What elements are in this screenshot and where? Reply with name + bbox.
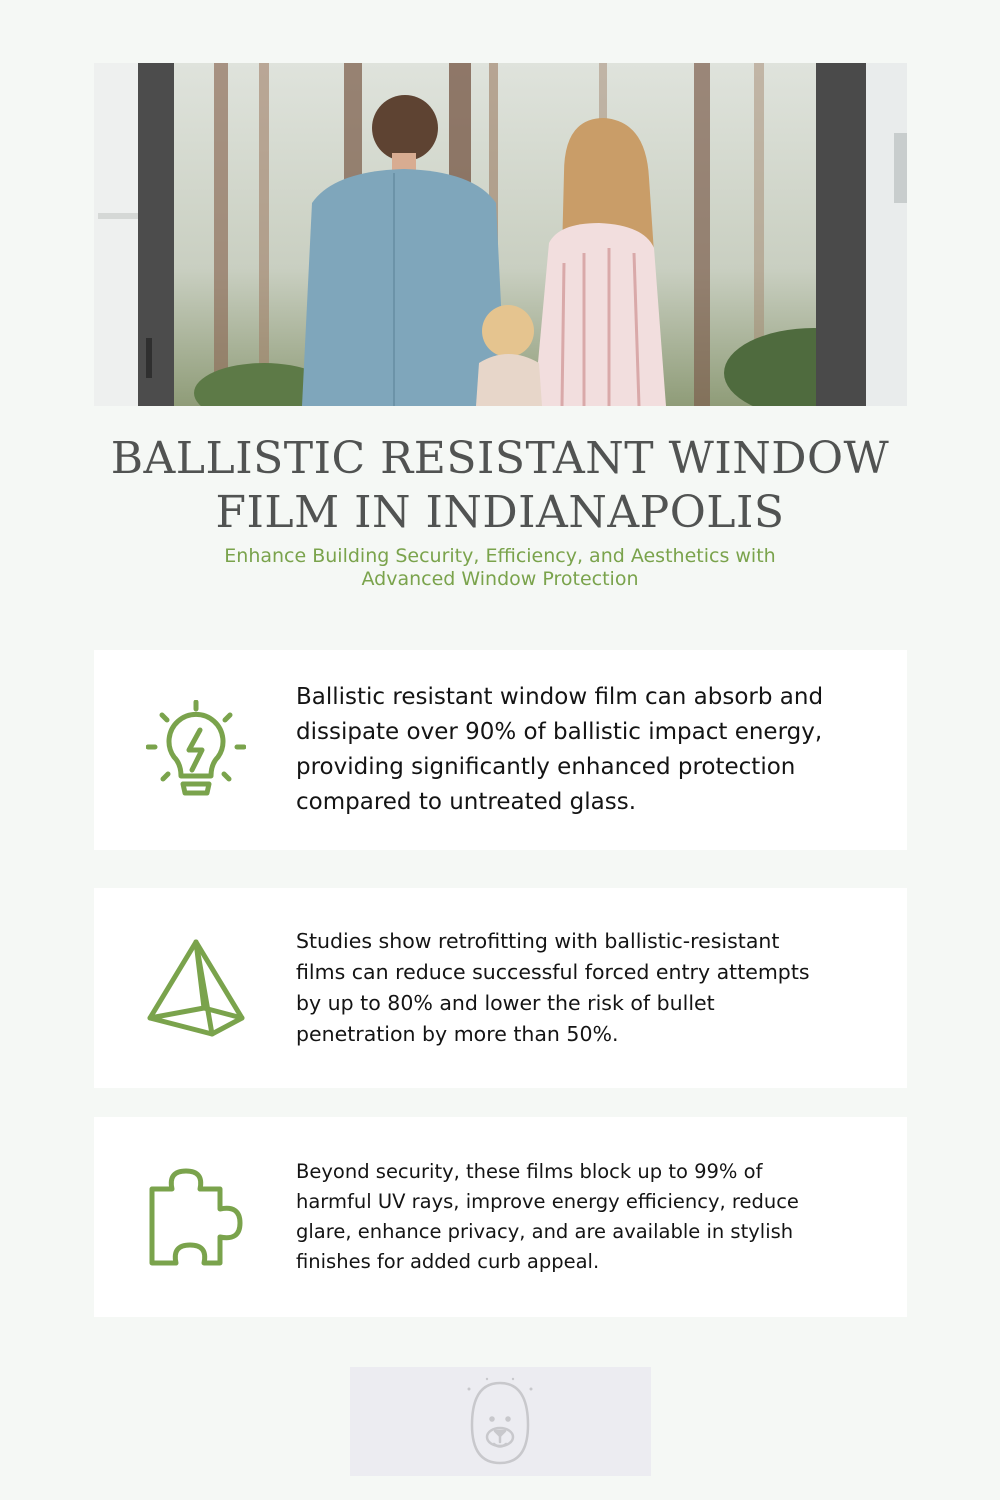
fact-text: Ballistic resistant window film can absorb and dissipate over 90% of ballistic impact energy, providing significantly enhanced protection compared to untreated glass. <box>296 684 824 815</box>
puzzle-piece-icon <box>146 1167 246 1267</box>
bear-face-logo-icon <box>350 1367 651 1476</box>
footer-logo <box>350 1367 651 1476</box>
title-line-2: FILM IN INDIANAPOLIS <box>215 487 785 538</box>
title-line-1: BALLISTIC RESISTANT WINDOW <box>110 433 890 484</box>
subtitle-line-2: Advanced Window Protection <box>361 568 639 590</box>
page-title <box>60 432 940 540</box>
subtitle-line-1: Enhance Building Security, Efficiency, and Aesthetics with <box>224 545 776 567</box>
fact-text: Beyond security, these films block up to 99% of harmful UV rays, improve energy efficiency, reduce glare, enhance privacy, and are available in stylish finishes for added curb appeal. <box>296 1160 799 1273</box>
hero-photo <box>94 63 907 406</box>
fact-card <box>94 888 907 1088</box>
fact-text: Studies show retrofitting with ballistic-resistant films can reduce successful forced entry attempts by up to 80% and lower the risk of bullet penetration by more than 50%. <box>296 929 810 1046</box>
fact-card <box>94 650 907 850</box>
pyramid-icon <box>146 938 246 1038</box>
lightbulb-icon <box>146 700 246 800</box>
page-subtitle <box>120 545 880 591</box>
fact-card <box>94 1117 907 1317</box>
